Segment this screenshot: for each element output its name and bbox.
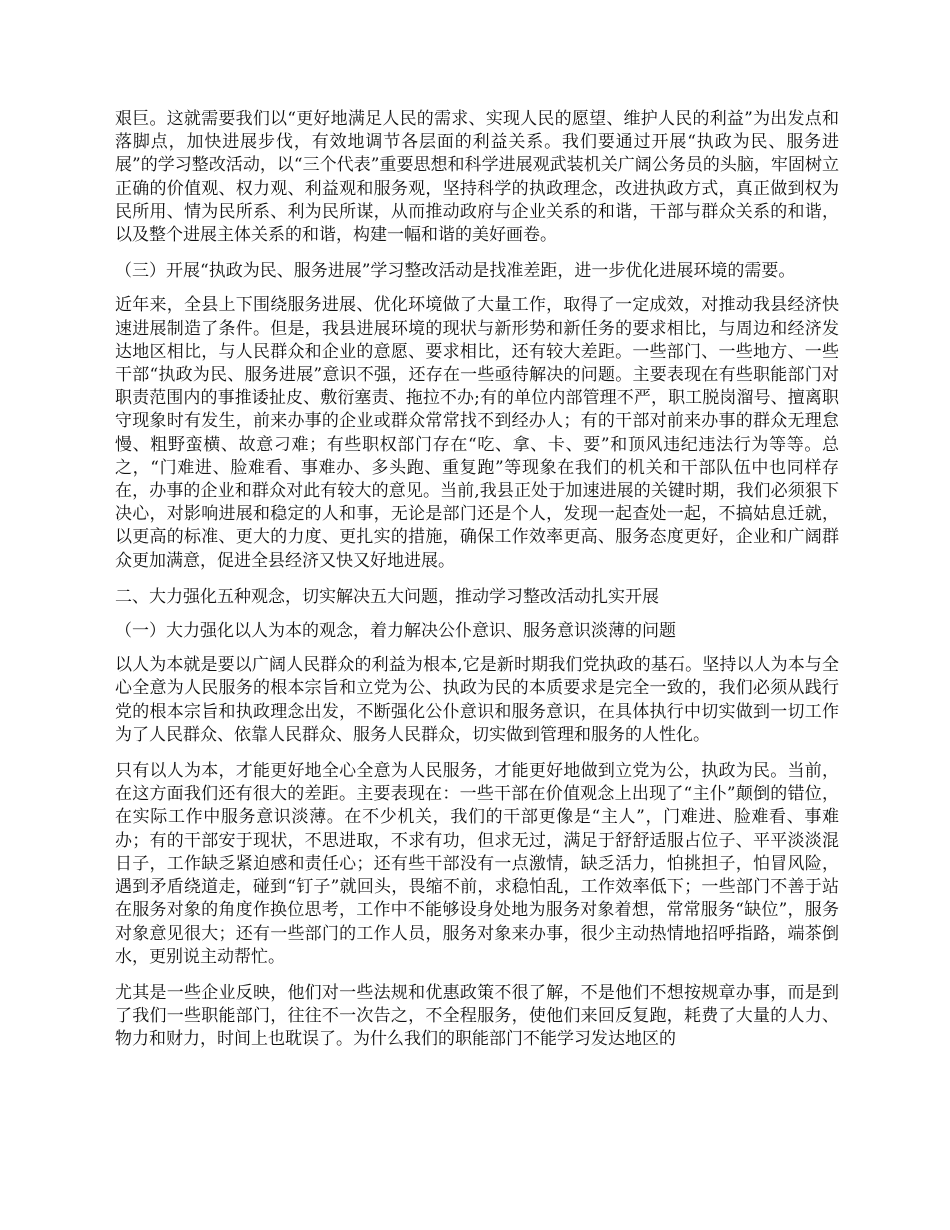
document-body [115,108,839,1065]
paragraph-people-oriented: 以人为本就是要以广阔人民群众的利益为根本,它是新时期我们党执政的基石。坚持以人为本与全心全意为人民服务的根本宗旨和立党为公、执政为民的本质要求是完全一致的，我们必须从践行党的根本宗旨和执政理念出发，不断强化公仆意识和服务意识，在具体执行中切实做到一切工作为了人民群众、依靠人民群众、服务人民群众，切实做到管理和服务的人性化。 [115,655,839,745]
paragraph-enterprise-feedback: 尤其是一些企业反映，他们对一些法规和优惠政策不很了解，不是他们不想按规章办事，而是到了我们一些职能部门，往往不一次告之，不全程服务，使他们来回反复跑，耗费了大量的人力、物力和财力，时间上也耽误了。为什么我们的职能部门不能学习发达地区的 [115,982,839,1050]
section-heading-1: （一）大力强化以人为本的观念，着力解决公仆意识、服务意识淡薄的问题 [115,621,676,642]
paragraph-intro-continuation: 艰巨。这就需要我们以“更好地满足人民的需求、实现人民的愿望、维护人民的利益”为出发点和落脚点，加快进展步伐，有效地调节各层面的利益关系。我们要通过开展“执政为民、服务进展”的学习整改活动，以“三个代表”重要思想和科学进展观武装机关广阔公务员的头脑，牢固树立正确的价值观、权力观、利益观和服务观，坚持科学的执政理念，改进执政方式，真正做到权为民所用、情为民所系、利为民所谋，从而推动政府与企业关系的和谐，干部与群众关系的和谐，以及整个进展主体关系的和谐，构建一幅和谐的美好画卷。 [115,109,839,246]
paragraph-environment-gap: 近年来，全县上下围绕服务进展、优化环境做了大量工作，取得了一定成效，对推动我县经济快速进展制造了条件。但是，我县进展环境的现状与新形势和新任务的要求相比，与周边和经济发达地区相比，与人民群众和企业的意愿、要求相比，还有较大差距。一些部门、一些地方、一些干部“执政为民、服务进展”意识不强，还存在一些亟待解决的问题。主要表现在有些职能部门对职责范围内的事推诿扯皮、敷衍塞责、拖拉不办;有的单位内部管理不严，职工脱岗溜号、擅离职守现象时有发生，前来办事的企业或群众常常找不到经办人；有的干部对前来办事的群众无理怠慢、粗野蛮横、故意刁难；有些职权部门存在“吃、拿、卡、要”和顶风违纪违法行为等等。总之，“门难进、脸难看、事难办、多头跑、重复跑”等现象在我们的机关和干部队伍中也同样存在，办事的企业和群众对此有较大的意见。当前,我县正处于加速进展的关键时期，我们必须狠下决心，对影响进展和稳定的人和事，无论是部门还是个人，发现一起查处一起，不搞姑息迁就，以更高的标准、更大的力度、更扎实的措施，确保工作效率更高、服务态度更好，企业和广阔群众更加满意，促进全县经济又快又好地进展。 [115,295,839,571]
chapter-heading-2: 二、大力强化五种观念，切实解决五大问题，推动学习整改活动扎实开展 [115,586,659,607]
paragraph-gap-analysis: 只有以人为本，才能更好地全心全意为人民服务，才能更好地做到立党为公，执政为民。当前，在这方面我们还有很大的差距。主要表现在：一些干部在价值观念上出现了“主仆”颠倒的错位，在实际工作中服务意识淡薄。在不少机关，我们的干部更像是“主人”，门难进、脸难看、事难办；有的干部安于现状，不思进取，不求有功，但求无过，满足于舒舒适服占位子、平平淡淡混日子，工作缺乏紧迫感和责任心；还有些干部没有一点激情，缺乏活力，怕挑担子，怕冒风险，遇到矛盾绕道走，碰到“钉子”就回头，畏缩不前，求稳怕乱，工作效率低下；一些部门不善于站在服务对象的角度作换位思考，工作中不能够设身处地为服务对象着想，常常服务“缺位”，服务对象意见很大；还有一些部门的工作人员，服务对象来办事，很少主动热情地招呼指路，端茶倒水，更别说主动帮忙。 [115,761,839,967]
section-heading-3: （三）开展“执政为民、服务进展”学习整改活动是找准差距，进一步优化进展环境的需要。 [115,261,796,282]
